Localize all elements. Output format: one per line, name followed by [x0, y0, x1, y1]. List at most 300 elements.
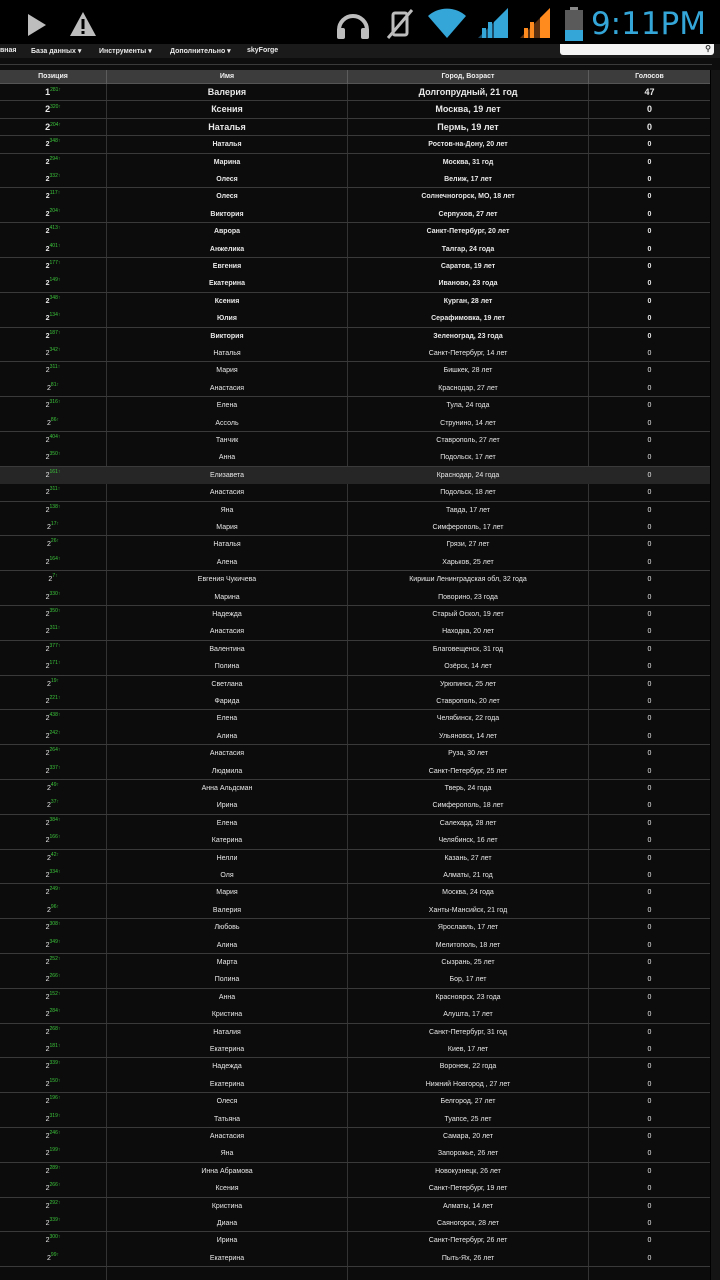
position-value: 2: [45, 1150, 50, 1158]
votes-cell: 0: [647, 1011, 652, 1019]
name-cell[interactable]: Нелли: [216, 854, 238, 862]
name-cell[interactable]: Олеся: [216, 1098, 238, 1106]
name-cell[interactable]: Ксения: [211, 104, 243, 115]
previous-position: 99: [50, 1251, 57, 1258]
city-age-cell: Киев, 17 лет: [447, 1046, 489, 1053]
name-cell[interactable]: Ксения: [214, 297, 240, 305]
position-value: 2: [47, 680, 51, 688]
scrollbar[interactable]: [711, 70, 720, 1280]
table-row[interactable]: [0, 1232, 710, 1249]
table-row[interactable]: [0, 989, 710, 1006]
table-row[interactable]: [0, 658, 710, 675]
previous-position: 348: [49, 294, 58, 301]
previous-position: 266: [49, 1182, 58, 1189]
menu-item-extra[interactable]: Дополнительно ▾: [170, 48, 231, 55]
name-cell[interactable]: Екатерина: [209, 1080, 245, 1088]
name-cell[interactable]: Людмила: [211, 767, 243, 775]
votes-cell: 0: [647, 1202, 652, 1210]
position-value: 2: [45, 837, 50, 845]
city-age-cell: Ставрополь, 20 лет: [436, 698, 500, 705]
name-cell[interactable]: Елена: [216, 715, 238, 723]
table-row[interactable]: [0, 258, 710, 275]
table-row[interactable]: [0, 884, 710, 901]
votes-cell: 0: [647, 924, 652, 932]
votes-cell: 0: [647, 489, 652, 497]
name-cell[interactable]: Алина: [216, 941, 238, 949]
previous-position: 350: [49, 451, 58, 458]
header-position[interactable]: Позиция: [0, 70, 107, 84]
position-value: 2: [45, 176, 50, 183]
table-row[interactable]: [0, 850, 710, 867]
votes-cell: 0: [647, 732, 652, 740]
position-value: 2: [47, 1254, 51, 1262]
position-cell: [0, 710, 106, 727]
table-row[interactable]: [0, 484, 710, 501]
header-votes[interactable]: Голосов: [635, 73, 664, 80]
previous-position: 320: [50, 104, 59, 111]
city-age-cell: Москва, 24 года: [442, 889, 494, 897]
name-cell[interactable]: Анастасия: [209, 489, 245, 497]
previous-position: 308: [49, 921, 58, 928]
name-cell[interactable]: Диана: [216, 1220, 238, 1227]
votes-cell: 0: [647, 315, 652, 323]
votes-cell: 0: [647, 402, 652, 410]
table-row[interactable]: [0, 745, 710, 762]
arrow-up-icon: ↑: [57, 590, 61, 597]
table-row[interactable]: [0, 1215, 710, 1232]
position-value: 2: [45, 924, 50, 932]
position-value: 2: [45, 1098, 50, 1106]
previous-position: 311: [49, 364, 58, 371]
position-value: 2: [45, 104, 51, 115]
table-row[interactable]: [0, 554, 710, 571]
position-value: 2: [45, 402, 50, 410]
position-cell: [0, 328, 106, 345]
position-value: 2: [45, 628, 50, 636]
arrow-up-icon: ↑: [57, 1060, 61, 1067]
city-age-cell: Ульяновск, 14 лет: [438, 732, 498, 740]
table-row[interactable]: [0, 449, 710, 466]
city-age-cell: Санкт-Петербург, 19 лет: [428, 1185, 508, 1193]
table-row[interactable]: [0, 223, 710, 240]
votes-cell: 0: [647, 541, 652, 549]
signal-icon-2: [518, 6, 552, 40]
table-row[interactable]: [0, 415, 710, 432]
name-cell[interactable]: Валерия: [207, 87, 247, 97]
table-row[interactable]: [0, 1145, 710, 1162]
previous-position: 204: [50, 121, 59, 128]
votes-cell: 0: [647, 263, 652, 270]
previous-position: 187: [49, 329, 58, 336]
name-cell[interactable]: Елена: [216, 819, 238, 827]
table-row[interactable]: [0, 623, 710, 640]
name-cell[interactable]: Фарида: [214, 698, 240, 705]
table-row[interactable]: [0, 397, 710, 414]
position-value: 2: [45, 471, 50, 479]
table-row[interactable]: [0, 1128, 710, 1145]
position-value: 2: [47, 524, 51, 531]
name-cell[interactable]: Мария: [216, 889, 238, 897]
menu-item-skyforge[interactable]: skyForge: [247, 47, 279, 54]
position-cell: [0, 536, 106, 553]
previous-position: 294: [49, 155, 58, 162]
name-cell[interactable]: Надежда: [212, 611, 242, 618]
arrow-up-icon: ↑: [56, 1251, 59, 1258]
table-row[interactable]: [0, 310, 710, 327]
table-row[interactable]: [0, 1180, 710, 1197]
name-cell[interactable]: Анна: [218, 993, 236, 1001]
menu-item-home[interactable]: вная: [0, 47, 17, 54]
table-row[interactable]: [0, 1058, 710, 1075]
position-cell: [0, 310, 106, 327]
name-cell[interactable]: Танчик: [215, 437, 239, 444]
table-row[interactable]: [0, 641, 710, 658]
previous-position: 413: [49, 225, 58, 232]
table-row[interactable]: [0, 815, 710, 832]
name-cell[interactable]: Наталья: [208, 121, 246, 132]
name-cell[interactable]: Евгения: [212, 263, 242, 270]
city-age-cell: Поворино, 23 года: [438, 593, 498, 601]
table-row[interactable]: [0, 832, 710, 849]
arrow-up-icon: ↑: [58, 87, 61, 93]
table-row[interactable]: [0, 606, 710, 623]
position-cell: [0, 867, 106, 884]
name-cell[interactable]: Наталия: [213, 1028, 241, 1036]
name-cell[interactable]: Виктория: [210, 332, 244, 340]
position-value: 2: [45, 732, 50, 740]
position-value: 2: [45, 1011, 50, 1019]
city-age-cell: Казань, 27 лет: [444, 854, 492, 862]
position-value: 2: [45, 558, 50, 566]
table-row[interactable]: [0, 467, 710, 484]
name-cell[interactable]: Олеся: [216, 193, 238, 201]
table-row[interactable]: [0, 589, 710, 606]
table-row[interactable]: [0, 867, 710, 884]
previous-position: 221: [49, 695, 58, 701]
city-age-cell: Москва, 19 лет: [435, 104, 501, 115]
name-cell[interactable]: Марта: [216, 959, 238, 966]
name-cell[interactable]: Анастасия: [209, 750, 245, 758]
position-value: 2: [45, 297, 50, 305]
table-row[interactable]: [0, 502, 710, 519]
name-cell[interactable]: Кристина: [211, 1202, 243, 1210]
table-row[interactable]: [0, 710, 710, 727]
table-row[interactable]: [0, 380, 710, 397]
header-city-age[interactable]: Город, Возраст: [348, 70, 589, 84]
arrow-up-icon: ↑: [57, 1077, 61, 1084]
votes-cell: 0: [647, 1220, 652, 1227]
table-row[interactable]: [0, 362, 710, 379]
previous-position: 96: [50, 903, 57, 910]
city-age-cell: Тула, 24 года: [446, 402, 490, 410]
position-cell: [0, 1024, 106, 1041]
name-cell[interactable]: Любовь: [214, 924, 240, 932]
position-cell: [0, 1111, 106, 1128]
arrow-up-icon: ↑: [57, 625, 61, 632]
name-cell[interactable]: Анастасия: [209, 1133, 245, 1140]
city-age-cell: Ростов-на-Дону, 20 лет: [428, 141, 508, 149]
votes-cell: 0: [647, 906, 652, 914]
votes-cell: 0: [647, 819, 652, 827]
position-cell: [0, 919, 106, 936]
name-cell[interactable]: Евгения Чукичева: [197, 576, 257, 584]
table-row[interactable]: [0, 937, 710, 954]
name-cell[interactable]: Полина: [214, 663, 240, 671]
arrow-up-icon: ↑: [57, 747, 61, 754]
city-age-cell: Саратов, 19 лет: [440, 263, 496, 270]
name-cell[interactable]: Олеся: [216, 176, 238, 183]
name-cell[interactable]: Ксения: [215, 1185, 239, 1193]
name-cell[interactable]: Ирина: [216, 1237, 238, 1245]
name-cell[interactable]: Ирина: [216, 802, 238, 810]
menu-item-tools[interactable]: Инструменты ▾: [99, 48, 152, 55]
city-age-cell: Челябинск, 16 лет: [438, 837, 498, 845]
name-cell[interactable]: Аврора: [213, 228, 241, 236]
table-row[interactable]: [0, 293, 710, 310]
votes-cell: 0: [647, 210, 652, 218]
position-cell: [0, 206, 106, 223]
previous-position: 196: [49, 1095, 58, 1102]
arrow-up-icon: ↑: [57, 990, 61, 997]
table-row[interactable]: [0, 101, 710, 118]
votes-cell: 0: [647, 837, 652, 845]
votes-cell: 0: [647, 1098, 652, 1106]
votes-cell: 0: [647, 1185, 652, 1193]
name-cell[interactable]: Екатерина: [209, 1046, 245, 1053]
arrow-up-icon: ↑: [57, 921, 61, 928]
table-row[interactable]: [0, 136, 710, 153]
position-value: 2: [45, 1185, 50, 1193]
name-cell[interactable]: Мария: [216, 524, 238, 531]
position-value: 2: [45, 1133, 50, 1140]
table-row[interactable]: [0, 728, 710, 745]
search-icon[interactable]: ⚲: [705, 44, 711, 53]
table-row[interactable]: [0, 1024, 710, 1041]
name-cell[interactable]: Алена: [216, 558, 238, 566]
position-cell: [0, 554, 106, 571]
separator: [0, 58, 720, 70]
votes-cell: 0: [647, 367, 652, 375]
city-age-cell: Озёрск, 14 лет: [444, 663, 492, 671]
table-row[interactable]: [0, 119, 710, 136]
position-value: 2: [47, 906, 51, 914]
arrow-up-icon: ↑: [57, 503, 61, 510]
city-age-cell: Старый Оскол, 19 лет: [432, 611, 504, 618]
name-cell[interactable]: Анна Альдсман: [201, 785, 253, 792]
arrow-up-icon: ↑: [57, 1199, 61, 1206]
arrow-up-icon: ↑: [56, 381, 59, 388]
position-value: 2: [45, 976, 50, 984]
table-row[interactable]: [0, 1250, 710, 1267]
table-row[interactable]: [0, 780, 710, 797]
previous-position: 246: [49, 1130, 58, 1136]
votes-cell: 0: [647, 593, 652, 601]
position-cell: [0, 171, 106, 188]
name-cell[interactable]: Татьяна: [213, 1115, 241, 1123]
arrow-up-icon: ↑: [57, 347, 61, 353]
name-cell[interactable]: Анна: [218, 454, 236, 462]
table-row[interactable]: [0, 1093, 710, 1110]
arrow-up-icon: ↑: [57, 712, 61, 719]
warning-icon: [68, 10, 98, 38]
position-cell: [0, 467, 106, 484]
votes-cell: 0: [647, 332, 652, 340]
arrow-up-icon: ↑: [57, 555, 61, 562]
name-cell[interactable]: Инна Абрамова: [201, 1167, 253, 1175]
city-age-cell: Краснодар, 24 года: [436, 471, 500, 479]
name-cell[interactable]: Ассоль: [215, 419, 239, 427]
table-row[interactable]: [0, 1111, 710, 1128]
arrow-up-icon: ↑: [57, 260, 61, 266]
votes-cell: 0: [647, 1133, 652, 1140]
previous-position: 49: [50, 782, 57, 788]
table-row[interactable]: [0, 902, 710, 919]
position-cell: [0, 937, 106, 954]
position-value: 2: [45, 715, 50, 723]
table-row[interactable]: [0, 345, 710, 362]
position-cell: [0, 397, 106, 414]
table-row[interactable]: [0, 797, 710, 814]
city-age-cell: Сызрань, 25 лет: [441, 959, 495, 966]
name-cell[interactable]: Наталья: [213, 350, 241, 357]
position-value: 2: [45, 245, 50, 253]
table-row[interactable]: [0, 763, 710, 780]
table-row[interactable]: [0, 693, 710, 710]
arrow-up-icon: ↑: [57, 1130, 61, 1136]
name-cell[interactable]: Катерина: [211, 837, 243, 845]
votes-cell: 0: [647, 576, 652, 584]
name-cell[interactable]: Юлия: [217, 315, 237, 323]
table-row[interactable]: [0, 84, 710, 101]
votes-cell: 0: [647, 419, 652, 427]
city-age-cell: Санкт-Петербург, 20 лет: [426, 228, 510, 236]
position-cell: [0, 1128, 106, 1145]
position-cell: [0, 884, 106, 901]
name-cell[interactable]: Светлана: [211, 680, 243, 688]
table-row[interactable]: [0, 536, 710, 553]
name-cell[interactable]: Валерия: [212, 906, 242, 914]
table-row[interactable]: [0, 241, 710, 258]
name-cell[interactable]: Надежда: [212, 1063, 242, 1071]
arrow-up-icon: ↑: [57, 399, 61, 406]
name-cell[interactable]: Наталья: [213, 541, 241, 549]
table-row[interactable]: [0, 1198, 710, 1215]
name-cell[interactable]: Кристина: [211, 1011, 243, 1019]
arrow-up-icon: ↑: [57, 1182, 61, 1189]
name-cell[interactable]: Алина: [216, 732, 238, 740]
name-cell[interactable]: Наталья: [212, 141, 242, 149]
position-cell: [0, 1058, 106, 1075]
position-value: 1: [45, 87, 51, 97]
position-value: 2: [48, 576, 53, 584]
name-cell[interactable]: Анастасия: [209, 384, 245, 392]
table-row[interactable]: [0, 1006, 710, 1023]
position-cell: [0, 745, 106, 762]
table-row[interactable]: [0, 1041, 710, 1058]
city-age-cell: Алушта, 17 лет: [443, 1011, 493, 1019]
city-age-cell: Белгород, 27 лет: [440, 1098, 496, 1106]
table-row[interactable]: [0, 1163, 710, 1180]
table-row[interactable]: [0, 154, 710, 171]
name-cell[interactable]: Анжелика: [209, 245, 245, 253]
city-age-cell: Долгопрудный, 21 год: [418, 87, 518, 97]
table-row[interactable]: [0, 954, 710, 971]
name-cell[interactable]: Яна: [220, 1150, 234, 1158]
name-cell[interactable]: Яна: [220, 506, 234, 514]
header-name[interactable]: Имя: [107, 70, 348, 84]
city-age-cell: Харьков, 25 лет: [442, 558, 494, 566]
city-age-cell: Подольск, 18 лет: [440, 489, 496, 497]
table-row[interactable]: [0, 275, 710, 292]
table-row[interactable]: [0, 519, 710, 536]
table-row[interactable]: [0, 676, 710, 693]
table-row[interactable]: [0, 571, 710, 588]
name-cell[interactable]: Анастасия: [209, 628, 245, 636]
arrow-up-icon: ↑: [56, 521, 59, 527]
previous-position: 150: [49, 1077, 58, 1084]
name-cell[interactable]: Виктория: [210, 210, 244, 218]
status-bar: [0, 0, 720, 50]
table-row[interactable]: [0, 919, 710, 936]
city-age-cell: Серпухов, 27 лет: [438, 210, 498, 218]
previous-position: 181: [49, 1043, 58, 1049]
name-cell[interactable]: Екатерина: [209, 1254, 245, 1262]
battery-icon: [562, 6, 586, 42]
name-cell[interactable]: Екатерина: [208, 280, 246, 288]
previous-position: 152: [49, 990, 58, 997]
position-cell: [0, 989, 106, 1006]
arrow-up-icon: ↑: [57, 207, 61, 214]
table-row[interactable]: [0, 171, 710, 188]
table-row[interactable]: [0, 206, 710, 223]
position-value: 2: [45, 872, 50, 879]
arrow-up-icon: ↑: [56, 677, 59, 684]
name-cell[interactable]: Елизавета: [209, 471, 245, 479]
search-input[interactable]: [560, 44, 714, 55]
arrow-up-icon: ↑: [57, 277, 61, 284]
menu-item-database[interactable]: База данных ▾: [31, 48, 82, 55]
votes-cell: 0: [647, 297, 652, 305]
city-age-cell: Алматы, 14 лет: [442, 1202, 494, 1210]
position-cell: [0, 1250, 106, 1267]
position-value: 2: [45, 1237, 50, 1245]
name-cell[interactable]: Оля: [220, 872, 234, 879]
name-cell[interactable]: Марина: [213, 158, 241, 166]
table-row[interactable]: [0, 188, 710, 205]
arrow-up-icon: ↑: [57, 886, 61, 893]
city-age-cell: Руза, 30 лет: [448, 750, 488, 758]
arrow-up-icon: ↑: [57, 1234, 61, 1241]
name-cell[interactable]: Полина: [214, 976, 240, 984]
table-row[interactable]: [0, 432, 710, 449]
city-age-cell: Санкт-Петербург, 14 лет: [428, 350, 508, 357]
name-cell[interactable]: Мария: [216, 367, 238, 375]
name-cell[interactable]: Марина: [214, 593, 240, 601]
position-cell: [0, 519, 106, 536]
table-row[interactable]: [0, 328, 710, 345]
name-cell[interactable]: Елена: [216, 402, 238, 410]
position-value: 2: [47, 854, 51, 862]
previous-position: 171: [49, 660, 58, 667]
position-cell: [0, 136, 106, 153]
votes-cell: 0: [646, 104, 652, 115]
position-cell: [0, 780, 106, 797]
name-cell[interactable]: Валентина: [209, 645, 245, 653]
previous-position: 350: [49, 608, 58, 614]
table-row[interactable]: [0, 971, 710, 988]
table-row[interactable]: [0, 1076, 710, 1093]
position-cell: [0, 101, 106, 118]
